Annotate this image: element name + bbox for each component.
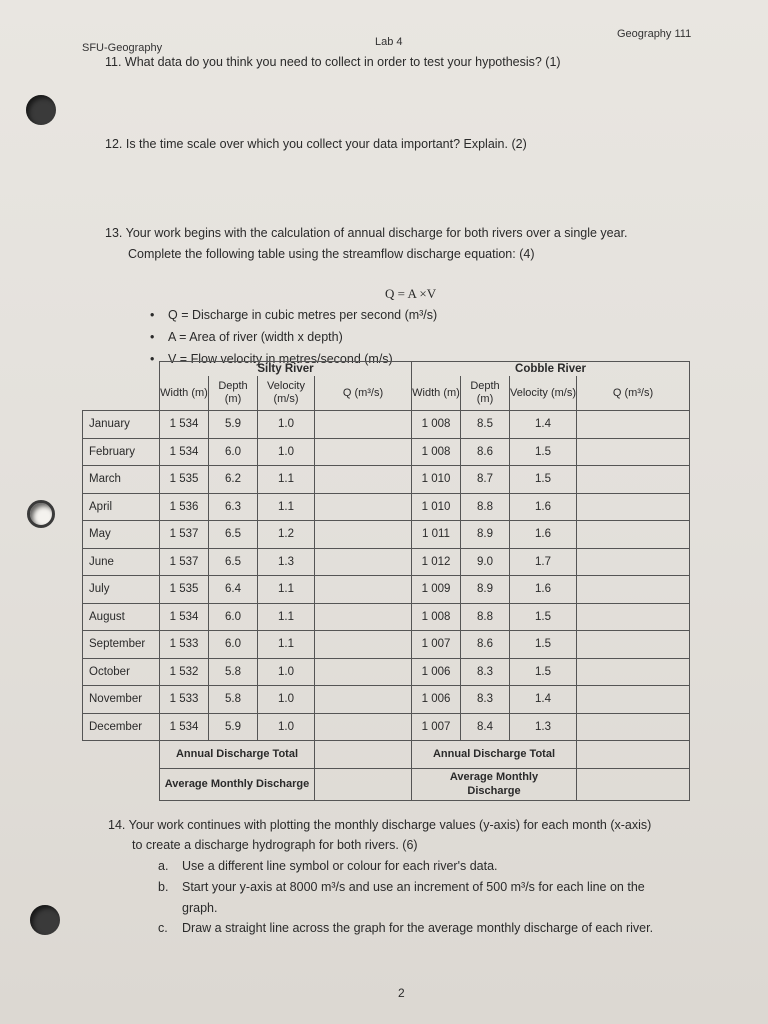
- cobble-velocity: 1.5: [510, 658, 577, 686]
- table-row: [83, 631, 690, 659]
- table-header-row: [83, 376, 690, 411]
- silty-velocity: 1.0: [258, 713, 315, 741]
- bullet-a: • A = Area of river (width x depth): [150, 330, 343, 344]
- header-lab: Lab 4: [375, 36, 403, 48]
- silty-depth: 6.5: [209, 521, 258, 549]
- cobble-width: 1 007: [412, 713, 461, 741]
- sub-c-text: Draw a straight line across the graph for the average monthly discharge of each river.: [182, 921, 654, 935]
- cobble-q-cell[interactable]: [577, 631, 690, 659]
- cobble-velocity: 1.4: [510, 686, 577, 714]
- cobble-velocity: 1.5: [510, 438, 577, 466]
- cobble-depth: 8.4: [461, 713, 510, 741]
- silty-width: 1 537: [160, 548, 209, 576]
- silty-annual-total-label: Annual Discharge Total: [160, 741, 315, 769]
- silty-velocity: 1.0: [258, 686, 315, 714]
- silty-q-cell[interactable]: [315, 631, 412, 659]
- sub-b-text: Start your y-axis at 8000 m³/s and use an increment of 500 m³/s for each line on the: [182, 880, 645, 894]
- cobble-depth: 8.6: [461, 438, 510, 466]
- question-13-line1: 13. Your work begins with the calculation of annual discharge for both rivers over a single year.: [105, 226, 628, 240]
- month-label: February: [83, 438, 160, 466]
- silty-width: 1 537: [160, 521, 209, 549]
- cobble-average-label: Average Monthly Discharge: [412, 768, 577, 800]
- sub-b-text-cont: graph.: [182, 901, 218, 915]
- silty-depth: 6.0: [209, 603, 258, 631]
- silty-width: 1 532: [160, 658, 209, 686]
- month-label: March: [83, 466, 160, 494]
- table-row: [83, 603, 690, 631]
- silty-width: 1 535: [160, 576, 209, 604]
- cobble-velocity: 1.6: [510, 576, 577, 604]
- question-13-line2: Complete the following table using the streamflow discharge equation: (4): [128, 247, 535, 261]
- silty-q-cell[interactable]: [315, 521, 412, 549]
- cobble-depth: 8.9: [461, 576, 510, 604]
- silty-river-title: Silty River: [160, 362, 412, 377]
- cobble-width-header: Width (m): [412, 376, 461, 411]
- month-label: January: [83, 411, 160, 439]
- cobble-velocity: 1.3: [510, 713, 577, 741]
- silty-q-cell[interactable]: [315, 576, 412, 604]
- silty-velocity: 1.3: [258, 548, 315, 576]
- silty-annual-total-cell[interactable]: [315, 741, 412, 769]
- silty-width: 1 534: [160, 438, 209, 466]
- table-row: [83, 548, 690, 576]
- cobble-river-title: Cobble River: [412, 362, 690, 377]
- bullet-q: • Q = Discharge in cubic metres per second (m³/s): [150, 308, 438, 322]
- table-row: [83, 658, 690, 686]
- cobble-width: 1 008: [412, 438, 461, 466]
- cobble-width: 1 008: [412, 603, 461, 631]
- silty-velocity: 1.1: [258, 576, 315, 604]
- silty-q-cell[interactable]: [315, 713, 412, 741]
- sub-a-text: Use a different line symbol or colour for each river's data.: [182, 859, 498, 873]
- silty-velocity-header: Velocity (m/s): [258, 376, 315, 411]
- cobble-depth: 8.3: [461, 658, 510, 686]
- table-row: [83, 438, 690, 466]
- cobble-velocity: 1.7: [510, 548, 577, 576]
- cobble-depth: 8.7: [461, 466, 510, 494]
- silty-depth-header: Depth (m): [209, 376, 258, 411]
- silty-velocity: 1.1: [258, 493, 315, 521]
- silty-q-cell[interactable]: [315, 466, 412, 494]
- table-row: [83, 521, 690, 549]
- silty-velocity: 1.1: [258, 603, 315, 631]
- silty-width-header: Width (m): [160, 376, 209, 411]
- table-title-row: [83, 362, 690, 377]
- silty-q-cell[interactable]: [315, 493, 412, 521]
- cobble-depth-header: Depth (m): [461, 376, 510, 411]
- cobble-depth: 8.5: [461, 411, 510, 439]
- silty-average-cell[interactable]: [315, 768, 412, 800]
- cobble-velocity: 1.4: [510, 411, 577, 439]
- page-number: 2: [398, 986, 405, 1000]
- discharge-table: [82, 361, 690, 801]
- silty-depth: 6.5: [209, 548, 258, 576]
- bullet-v-text: V = Flow velocity in metres/second (m/s): [168, 352, 393, 366]
- silty-width: 1 534: [160, 411, 209, 439]
- silty-velocity: 1.1: [258, 466, 315, 494]
- month-label: June: [83, 548, 160, 576]
- silty-width: 1 534: [160, 713, 209, 741]
- silty-velocity: 1.0: [258, 411, 315, 439]
- cobble-average-cell[interactable]: [577, 768, 690, 800]
- cobble-q-cell[interactable]: [577, 493, 690, 521]
- cobble-q-cell[interactable]: [577, 576, 690, 604]
- table-body: [83, 411, 690, 741]
- header-course: SFU-Geography: [82, 42, 163, 54]
- silty-q-cell[interactable]: [315, 603, 412, 631]
- silty-q-cell[interactable]: [315, 686, 412, 714]
- cobble-width: 1 009: [412, 576, 461, 604]
- silty-depth: 6.0: [209, 631, 258, 659]
- cobble-velocity: 1.5: [510, 603, 577, 631]
- silty-velocity: 1.0: [258, 658, 315, 686]
- month-label: April: [83, 493, 160, 521]
- silty-velocity: 1.2: [258, 521, 315, 549]
- silty-depth: 5.8: [209, 686, 258, 714]
- silty-depth: 6.2: [209, 466, 258, 494]
- cobble-q-cell[interactable]: [577, 466, 690, 494]
- cobble-depth: 8.3: [461, 686, 510, 714]
- cobble-q-header: Q (m³/s): [577, 376, 690, 411]
- cobble-width: 1 007: [412, 631, 461, 659]
- question-14-line1: 14. Your work continues with plotting the monthly discharge values (y-axis) for each month (x-axis): [108, 818, 652, 832]
- silty-width: 1 536: [160, 493, 209, 521]
- silty-q-cell[interactable]: [315, 438, 412, 466]
- cobble-velocity: 1.6: [510, 521, 577, 549]
- cobble-velocity: 1.6: [510, 493, 577, 521]
- cobble-width: 1 010: [412, 493, 461, 521]
- cobble-velocity: 1.5: [510, 631, 577, 659]
- cobble-q-cell[interactable]: [577, 713, 690, 741]
- average-monthly-row: [83, 768, 690, 800]
- month-label: September: [83, 631, 160, 659]
- cobble-width: 1 010: [412, 466, 461, 494]
- silty-q-cell[interactable]: [315, 658, 412, 686]
- cobble-velocity: 1.5: [510, 466, 577, 494]
- month-label: August: [83, 603, 160, 631]
- silty-width: 1 534: [160, 603, 209, 631]
- silty-depth: 6.4: [209, 576, 258, 604]
- punch-hole-bottom: [30, 905, 60, 935]
- silty-width: 1 535: [160, 466, 209, 494]
- silty-average-label: Average Monthly Discharge: [160, 768, 315, 800]
- silty-depth: 6.3: [209, 493, 258, 521]
- cobble-q-cell[interactable]: [577, 411, 690, 439]
- punch-hole-middle: [27, 500, 55, 528]
- table-row: [83, 686, 690, 714]
- bullet-q-text: Q = Discharge in cubic metres per second (m³/s): [168, 308, 438, 322]
- silty-depth: 5.8: [209, 658, 258, 686]
- silty-width: 1 533: [160, 686, 209, 714]
- punch-hole-top: [26, 95, 56, 125]
- silty-q-cell[interactable]: [315, 411, 412, 439]
- silty-width: 1 533: [160, 631, 209, 659]
- month-label: December: [83, 713, 160, 741]
- header-code: Geography 111: [617, 28, 692, 40]
- cobble-q-cell[interactable]: [577, 686, 690, 714]
- silty-depth: 5.9: [209, 411, 258, 439]
- question-11: 11. What data do you think you need to collect in order to test your hypothesis? (1): [105, 55, 561, 69]
- silty-velocity: 1.0: [258, 438, 315, 466]
- cobble-depth: 8.9: [461, 521, 510, 549]
- table-row: [83, 576, 690, 604]
- table-row: [83, 466, 690, 494]
- cobble-annual-total-label: Annual Discharge Total: [412, 741, 577, 769]
- cobble-width: 1 011: [412, 521, 461, 549]
- bullet-a-text: A = Area of river (width x depth): [168, 330, 343, 344]
- annual-total-row: [83, 741, 690, 769]
- cobble-depth: 8.8: [461, 603, 510, 631]
- cobble-depth: 8.8: [461, 493, 510, 521]
- silty-q-header: Q (m³/s): [315, 376, 412, 411]
- sub-c-label: c.: [158, 921, 168, 935]
- cobble-q-cell[interactable]: [577, 603, 690, 631]
- table-row: [83, 493, 690, 521]
- month-label: May: [83, 521, 160, 549]
- question-12: 12. Is the time scale over which you collect your data important? Explain. (2): [105, 137, 527, 151]
- cobble-q-cell[interactable]: [577, 438, 690, 466]
- question-14-line2: to create a discharge hydrograph for both rivers. (6): [132, 838, 418, 852]
- cobble-velocity-header: Velocity (m/s): [510, 376, 577, 411]
- cobble-depth: 9.0: [461, 548, 510, 576]
- cobble-width: 1 008: [412, 411, 461, 439]
- sub-b-label: b.: [158, 880, 169, 894]
- cobble-width: 1 012: [412, 548, 461, 576]
- cobble-width: 1 006: [412, 658, 461, 686]
- discharge-formula: Q = A ×V: [385, 286, 437, 301]
- bullet-v: • V = Flow velocity in metres/second (m/s): [150, 352, 393, 366]
- month-label: October: [83, 658, 160, 686]
- cobble-q-cell[interactable]: [577, 521, 690, 549]
- cobble-depth: 8.6: [461, 631, 510, 659]
- cobble-width: 1 006: [412, 686, 461, 714]
- table-row: [83, 713, 690, 741]
- cobble-q-cell[interactable]: [577, 658, 690, 686]
- cobble-q-cell[interactable]: [577, 548, 690, 576]
- silty-q-cell[interactable]: [315, 548, 412, 576]
- table-row: [83, 411, 690, 439]
- sub-a-label: a.: [158, 859, 169, 873]
- silty-velocity: 1.1: [258, 631, 315, 659]
- silty-depth: 6.0: [209, 438, 258, 466]
- month-label: July: [83, 576, 160, 604]
- month-label: November: [83, 686, 160, 714]
- silty-depth: 5.9: [209, 713, 258, 741]
- cobble-annual-total-cell[interactable]: [577, 741, 690, 769]
